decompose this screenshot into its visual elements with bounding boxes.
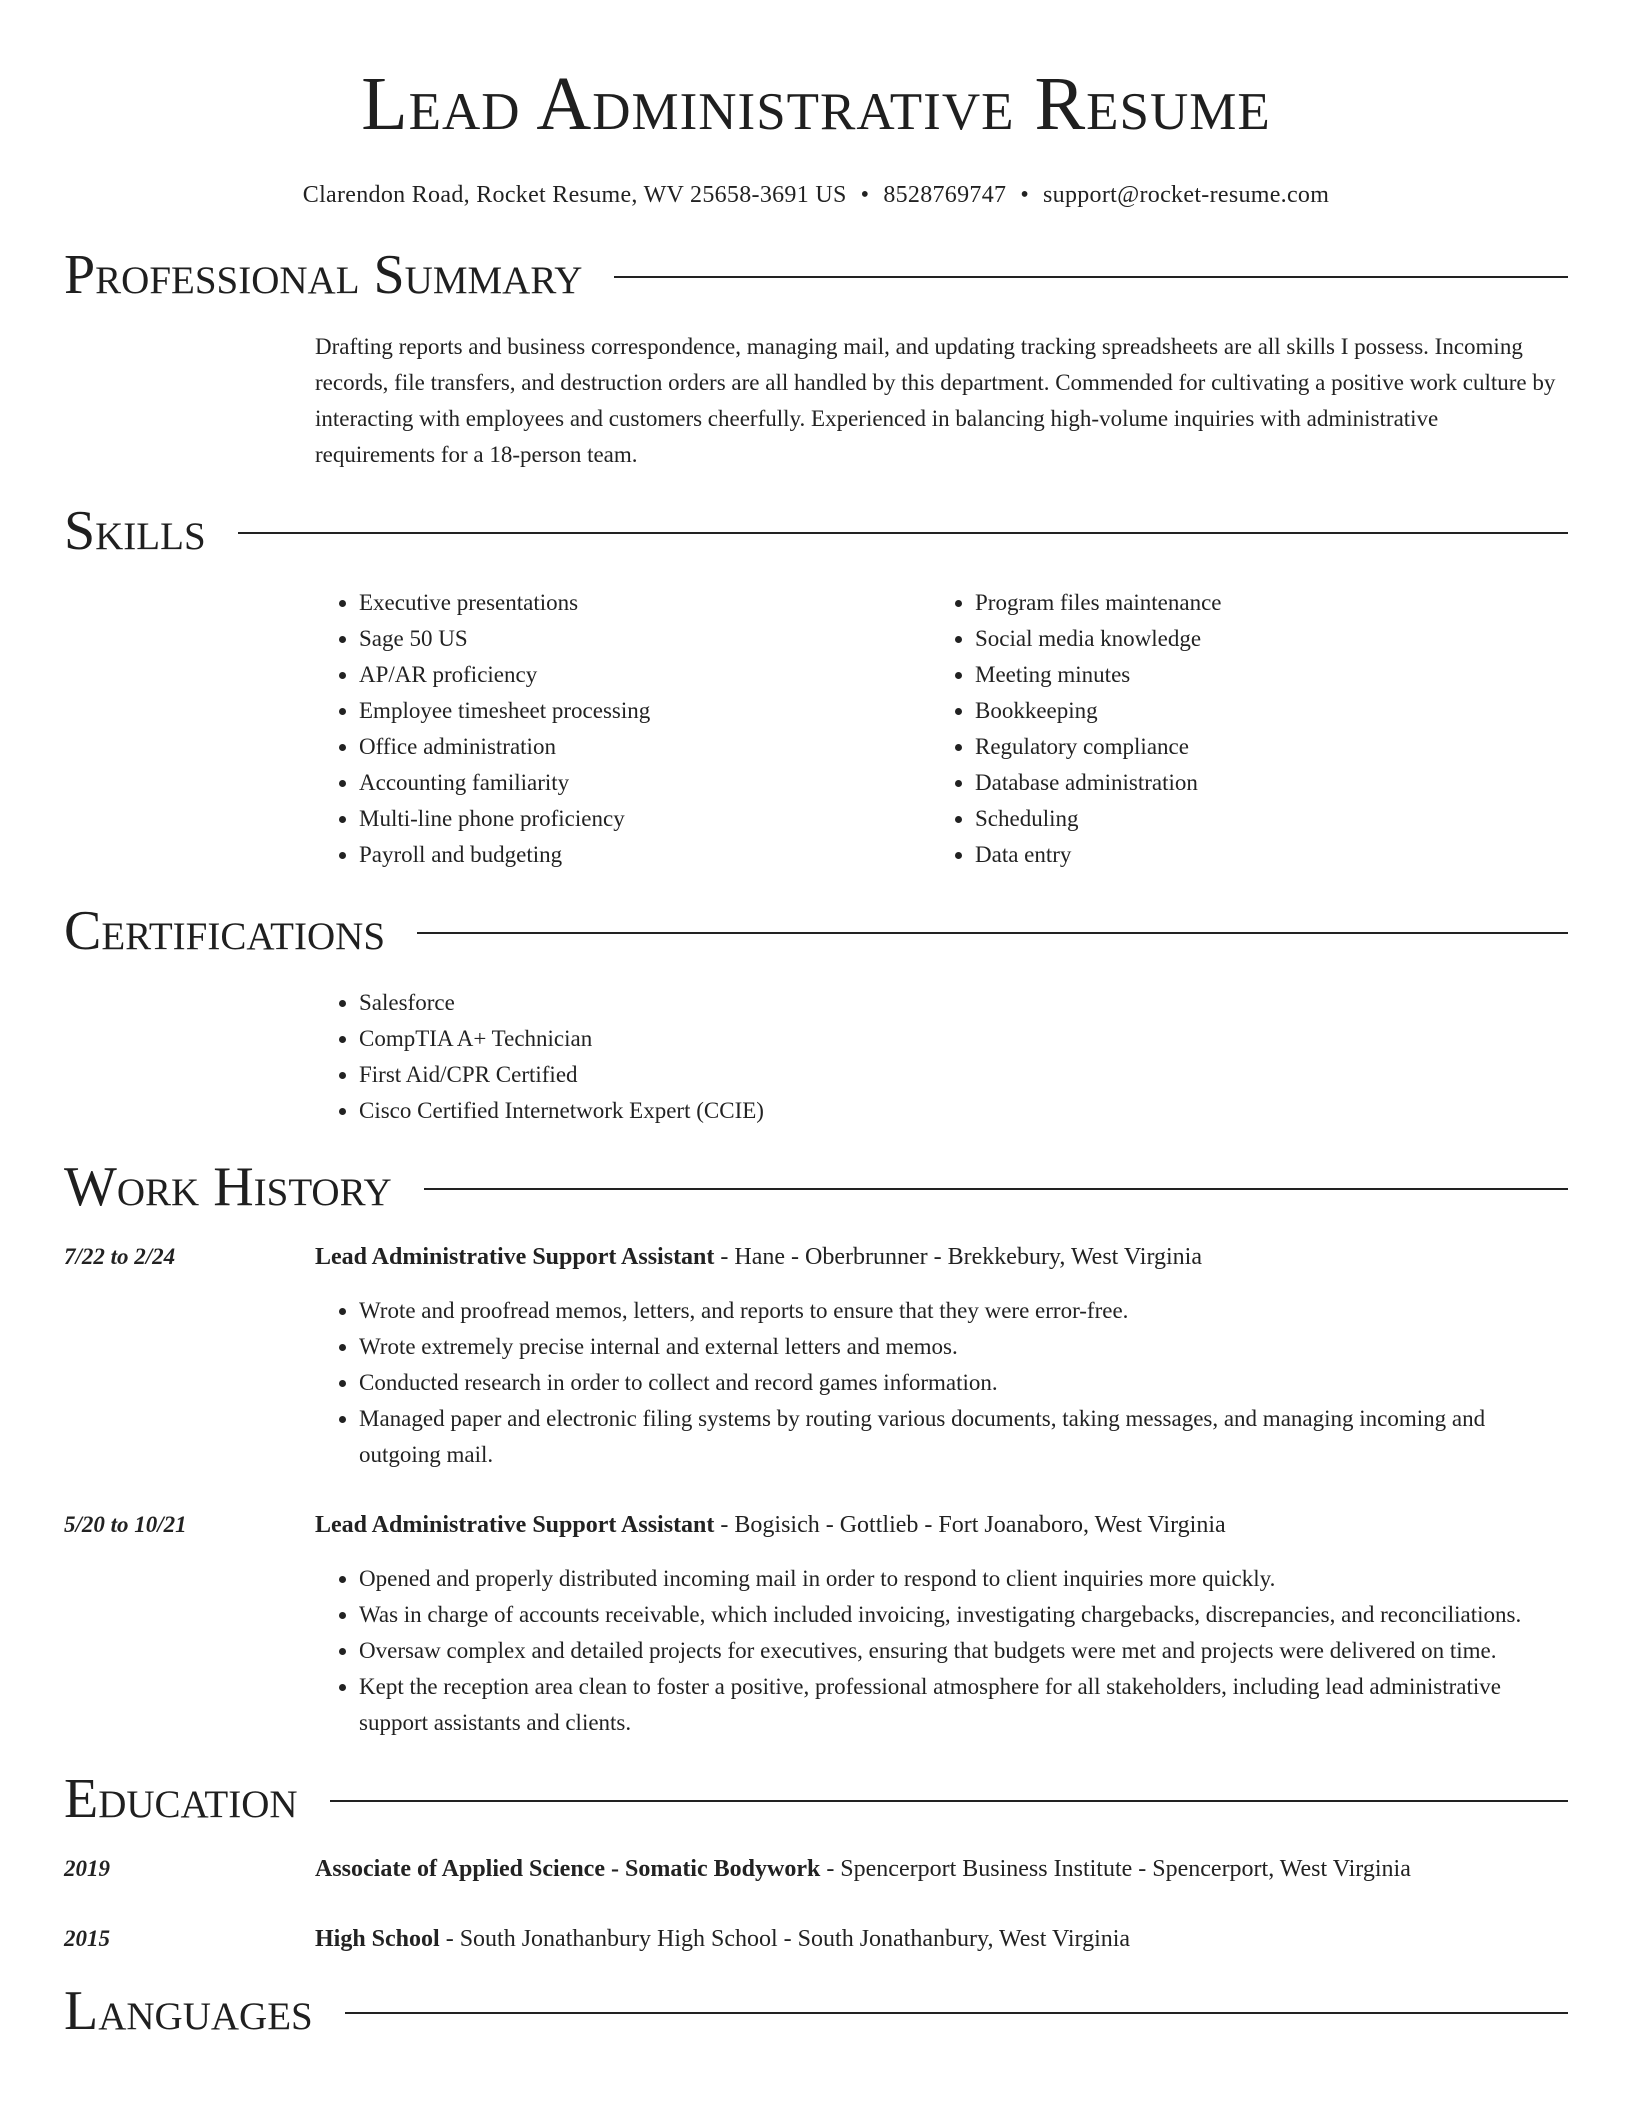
education-degree: Associate of Applied Science - Somatic Bodywork: [315, 1856, 821, 1882]
languages-heading: Languages: [64, 1980, 313, 2042]
job-bullets: [315, 1561, 1568, 1741]
section-divider: [238, 532, 1568, 534]
job-body: [315, 1239, 1568, 1473]
skill-item: • Office administration: [359, 729, 931, 765]
certification-item: • CompTIA A+ Technician: [359, 1021, 1568, 1057]
skill-item: • Scheduling: [975, 801, 1547, 837]
job-title: Lead Administrative Support Assistant: [315, 1512, 715, 1538]
job-dates: 7/22 to 2/24: [64, 1244, 176, 1269]
skill-item: • Social media knowledge: [975, 621, 1547, 657]
job-dates: 5/20 to 10/21: [64, 1512, 187, 1537]
certification-item: • Cisco Certified Internetwork Expert (CCIE): [359, 1093, 1568, 1129]
section-divider: [417, 932, 1568, 934]
contact-separator: •: [1020, 182, 1030, 208]
section-divider: [614, 276, 1568, 278]
job-bullet: • Managed paper and electronic filing systems by routing various documents, taking messages, and managing incoming and outgoing mail.: [359, 1401, 1568, 1473]
section-divider: [345, 2012, 1568, 2014]
education-details: - Spencerport Business Institute - Spencerport, West Virginia: [820, 1856, 1411, 1882]
skill-item: • Regulatory compliance: [975, 729, 1547, 765]
job-title-line: [315, 1239, 1568, 1275]
skills-column-left: [315, 585, 931, 873]
skill-item: • Payroll and budgeting: [359, 837, 931, 873]
job-title-line: [315, 1507, 1568, 1543]
education-entry: [64, 1921, 1568, 1957]
skill-item: • Program files maintenance: [975, 585, 1547, 621]
education-body: [315, 1851, 1568, 1887]
contact-separator: •: [860, 182, 870, 208]
skills-list: [315, 585, 1568, 873]
education-line: [315, 1921, 1568, 1957]
job-title: Lead Administrative Support Assistant: [315, 1244, 715, 1270]
section-divider: [330, 1800, 1568, 1802]
skill-item: • Accounting familiarity: [359, 765, 931, 801]
education-year: 2019: [64, 1856, 110, 1881]
job-entry: [64, 1507, 1568, 1741]
certification-item: • Salesforce: [359, 985, 1568, 1021]
job-body: [315, 1507, 1568, 1741]
languages-section-header: [64, 1981, 1568, 2041]
education-section-header: [64, 1769, 1568, 1829]
work-heading: Work History: [64, 1156, 392, 1218]
job-bullet: • Wrote extremely precise internal and external letters and memos.: [359, 1329, 1568, 1365]
job-bullet: • Opened and properly distributed incoming mail in order to respond to client inquiries more quickly.: [359, 1561, 1568, 1597]
job-details: - Hane - Oberbrunner - Brekkebury, West Virginia: [714, 1244, 1202, 1270]
skill-item: • Sage 50 US: [359, 621, 931, 657]
education-entry: [64, 1851, 1568, 1887]
contact-email[interactable]: support@rocket-resume.com: [1043, 182, 1330, 208]
summary-heading: Professional Summary: [64, 244, 583, 306]
job-bullet: • Wrote and proofread memos, letters, and reports to ensure that they were error-free.: [359, 1293, 1568, 1329]
contact-address: Clarendon Road, Rocket Resume, WV 25658-3691 US: [302, 182, 847, 208]
skill-item: • Database administration: [975, 765, 1547, 801]
job-bullet: • Was in charge of accounts receivable, which included invoicing, investigating chargebacks, discrepancies, and reconciliations.: [359, 1597, 1568, 1633]
skills-section-header: [64, 501, 1568, 561]
skill-item: • Multi-line phone proficiency: [359, 801, 931, 837]
skill-item: • AP/AR proficiency: [359, 657, 931, 693]
certification-item: • First Aid/CPR Certified: [359, 1057, 1568, 1093]
job-bullet: • Kept the reception area clean to foster a positive, professional atmosphere for all stakeholders, including lead administrative support assistants and clients.: [359, 1669, 1568, 1741]
summary-text: Drafting reports and business correspondence, managing mail, and updating tracking spreadsheets are all skills I possess. Incoming records, file transfers, and destruction orders are all handled by this department. Commended for cultivating a positive work culture by interacting with employees and customers cheerfully. Experienced in balancing high-volume inquiries with administrative requirements for a 18-person team.: [315, 334, 1556, 467]
job-bullet: • Conducted research in order to collect and record games information.: [359, 1365, 1568, 1401]
job-bullets: [315, 1293, 1568, 1473]
education-degree: High School: [315, 1926, 440, 1952]
job-details: - Bogisich - Gottlieb - Fort Joanaboro, West Virginia: [714, 1512, 1226, 1538]
section-divider: [424, 1188, 1568, 1190]
job-bullet: • Oversaw complex and detailed projects for executives, ensuring that budgets were met and projects were delivered on time.: [359, 1633, 1568, 1669]
certifications-section-header: [64, 901, 1568, 961]
education-year: 2015: [64, 1926, 110, 1951]
contact-line: [64, 182, 1568, 209]
certifications-list: [315, 985, 1568, 1129]
resume-name: Lead Administrative Resume: [361, 62, 1271, 146]
education-line: [315, 1851, 1568, 1887]
education-details: - South Jonathanbury High School - South Jonathanbury, West Virginia: [439, 1926, 1131, 1952]
skills-column-right: [931, 585, 1547, 873]
skill-item: • Executive presentations: [359, 585, 931, 621]
skill-item: • Meeting minutes: [975, 657, 1547, 693]
skill-item: • Bookkeeping: [975, 693, 1547, 729]
contact-phone: 8528769747: [883, 182, 1007, 208]
summary-section-header: [64, 245, 1568, 305]
certifications-heading: Certifications: [64, 900, 386, 962]
job-entry: [64, 1239, 1568, 1473]
education-body: [315, 1921, 1568, 1957]
education-heading: Education: [64, 1768, 298, 1830]
skills-heading: Skills: [64, 500, 206, 562]
skill-item: • Employee timesheet processing: [359, 693, 931, 729]
work-section-header: [64, 1157, 1568, 1217]
skill-item: • Data entry: [975, 837, 1547, 873]
